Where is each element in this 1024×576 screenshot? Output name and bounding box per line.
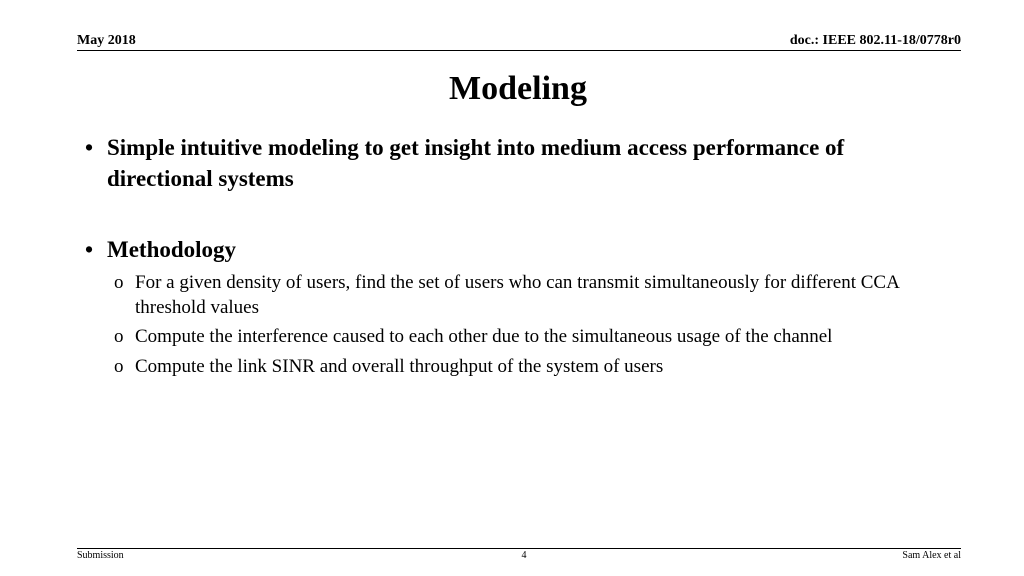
sub-bullet-text: For a given density of users, find the set of users who can transmit simultaneously for different CCA threshold values xyxy=(135,272,899,318)
sub-bullet-text: Compute the link SINR and overall throughput of the system of users xyxy=(135,356,664,377)
footer-authors: Sam Alex et al xyxy=(902,550,961,561)
page-number: 4 xyxy=(521,550,527,561)
bullet-text: Methodology xyxy=(107,237,237,262)
sub-bullet-text: Compute the interference caused to each other due to the simultaneous usage of the channel xyxy=(135,326,833,347)
bullet-marker: • xyxy=(85,237,94,262)
header-divider xyxy=(77,50,961,51)
header-date: May 2018 xyxy=(77,33,136,48)
footer-divider xyxy=(77,548,961,549)
slide-title: Modeling xyxy=(449,70,587,107)
sub-bullet-marker: o xyxy=(114,272,124,293)
bullet-marker: • xyxy=(85,135,94,160)
sub-bullet-marker: o xyxy=(114,326,124,347)
header-doc-id: doc.: IEEE 802.11-18/0778r0 xyxy=(789,33,961,48)
sub-bullet-marker: o xyxy=(114,356,124,377)
bullet-text: Simple intuitive modeling to get insight into medium access performance of directional systems xyxy=(107,135,845,191)
footer-submission: Submission xyxy=(77,550,124,561)
